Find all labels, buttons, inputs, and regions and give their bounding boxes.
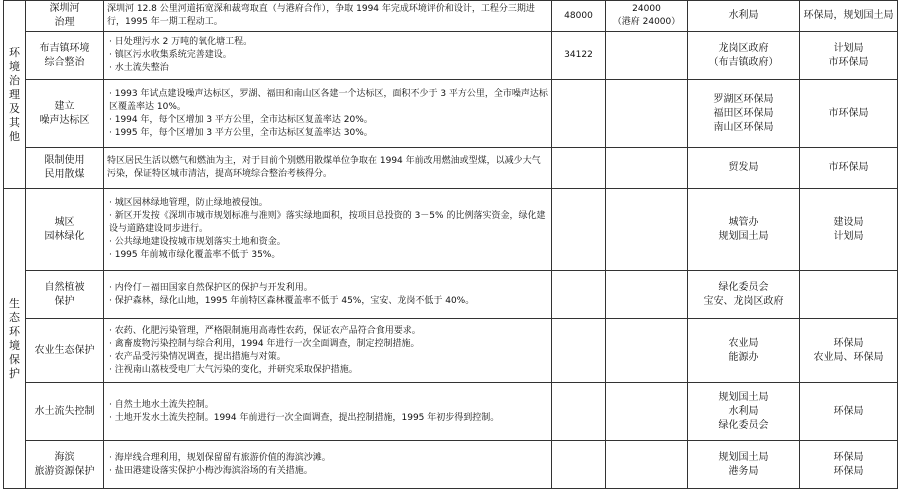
content-cell: · 农药、化肥污染管理，严格限制施用高毒性农药，保证农产品符合食用要求。 · 禽畜废物污染控制与综合利用，1994 年进行一次全面调查，制定控制措施。 · 农产品受污染情况调查，提出措施与对策。 · 注视南山荔枝受电厂大气污染的变化，并研究采取保护措施。: [104, 319, 552, 383]
content-cell: · 1993 年试点建设噪声达标区，罗湖、福田和南山区各建一个达标区，面积不少于 3 平方公里，全市噪声达标区覆盖率达 10%。 · 1994 年，每个区增加 3 平方公里，全市达标区复盖率达 20%。 · 1995 年，每个区增加 3 平方公里，全市达标区复盖率达 30%。: [104, 80, 552, 148]
table-row: [4, 383, 898, 441]
coop-unit-cell: 市环保局: [800, 148, 898, 189]
project-cell: 农业生态保护: [26, 319, 104, 383]
investment-cell: [552, 271, 606, 319]
table-row: [4, 319, 898, 383]
project-cell: 城区 园林绿化: [26, 189, 104, 271]
table-row: [4, 441, 898, 489]
investment-share-cell: [606, 441, 688, 489]
lead-unit-cell: 贸发局: [688, 148, 800, 189]
investment-cell: [552, 80, 606, 148]
investment-cell: 48000: [552, 1, 606, 32]
table-row: [4, 148, 898, 189]
coop-unit-cell: 建设局 计划局: [800, 189, 898, 271]
coop-unit-cell: 环保局: [800, 383, 898, 441]
coop-unit-cell: 环保局 农业局、环保局: [800, 319, 898, 383]
plan-table: [3, 0, 898, 489]
lead-unit-cell: 绿化委员会 宝安、龙岗区政府: [688, 271, 800, 319]
investment-cell: 34122: [552, 32, 606, 80]
investment-cell: [552, 383, 606, 441]
content-cell: · 日处理污水 2 万吨的氧化塘工程。 · 镇区污水收集系统完善建设。 · 水土流失整治: [104, 32, 552, 80]
investment-share-cell: [606, 383, 688, 441]
table-row: [4, 1, 898, 32]
content-cell: · 内伶仃－福田国家自然保护区的保护与开发利用。 · 保护森林，绿化山地，1995 年前特区森林覆盖率不低于 45%，宝安、龙岗不低于 40%。: [104, 271, 552, 319]
investment-share-cell: [606, 189, 688, 271]
investment-cell: [552, 441, 606, 489]
table-row: [4, 80, 898, 148]
content-cell: 特区居民生活以燃气和燃油为主，对于目前个别燃用散煤单位争取在 1994 年前改用燃油或型煤，以减少大气污染，保证特区城市清洁，提高环境综合整治考核得分。: [104, 148, 552, 189]
lead-unit-cell: 城管办 规划国土局: [688, 189, 800, 271]
lead-unit-cell: 规划国土局 港务局: [688, 441, 800, 489]
project-cell: 限制使用 民用散煤: [26, 148, 104, 189]
project-cell: 海滨 旅游资源保护: [26, 441, 104, 489]
investment-cell: [552, 189, 606, 271]
lead-unit-cell: 规划国土局 水利局 绿化委员会: [688, 383, 800, 441]
table-row: [4, 189, 898, 271]
investment-cell: [552, 148, 606, 189]
coop-unit-cell: 计划局 市环保局: [800, 32, 898, 80]
investment-share-cell: 24000 （港府 24000）: [606, 1, 688, 32]
project-cell: 自然植被 保护: [26, 271, 104, 319]
coop-unit-cell: 环保局 环保局: [800, 441, 898, 489]
project-cell: 布吉镇环境 综合整治: [26, 32, 104, 80]
category-cell: 环境治理及其他: [4, 1, 26, 189]
project-cell: 建立 噪声达标区: [26, 80, 104, 148]
investment-share-cell: [606, 32, 688, 80]
project-cell: 水土流失控制: [26, 383, 104, 441]
investment-cell: [552, 319, 606, 383]
content-cell: · 自然土地水土流失控制。 · 土地开发水土流失控制。1994 年前进行一次全面调查，提出控制措施，1995 年初步得到控制。: [104, 383, 552, 441]
investment-share-cell: [606, 271, 688, 319]
content-cell: · 城区园林绿地管理，防止绿地被侵蚀。 · 新区开发按《深圳市城市规划标准与准则》落实绿地面积，按项目总投资的 3－5% 的比例落实资金，绿化建设与道路建设同步进行。 · 公共绿地建设按城市规划落实土地和资金。 · 1995 年前城市绿化覆盖率不低于 35%。: [104, 189, 552, 271]
coop-unit-cell: 环保局，规划国土局: [800, 1, 898, 32]
project-cell: 深圳河 治理: [26, 1, 104, 32]
lead-unit-cell: 罗湖区环保局 福田区环保局 南山区环保局: [688, 80, 800, 148]
coop-unit-cell: 市环保局: [800, 80, 898, 148]
lead-unit-cell: 龙岗区政府 （布吉镇政府）: [688, 32, 800, 80]
category-cell: 生态环境保护: [4, 189, 26, 489]
content-cell: · 海岸线合理利用，规划保留留有旅游价值的海滨沙滩。 · 盐田港建设落实保护小梅沙海滨浴场的有关措施。: [104, 441, 552, 489]
table-row: [4, 32, 898, 80]
investment-share-cell: [606, 148, 688, 189]
content-cell: 深圳河 12.8 公里河道拓宽深和裁弯取直（与港府合作），争取 1994 年完成环境评价和设计，工程分三期进行，1995 年一期工程动工。: [104, 1, 552, 32]
lead-unit-cell: 农业局 能源办: [688, 319, 800, 383]
lead-unit-cell: 水利局: [688, 1, 800, 32]
table-row: [4, 271, 898, 319]
investment-share-cell: [606, 80, 688, 148]
coop-unit-cell: [800, 271, 898, 319]
investment-share-cell: [606, 319, 688, 383]
